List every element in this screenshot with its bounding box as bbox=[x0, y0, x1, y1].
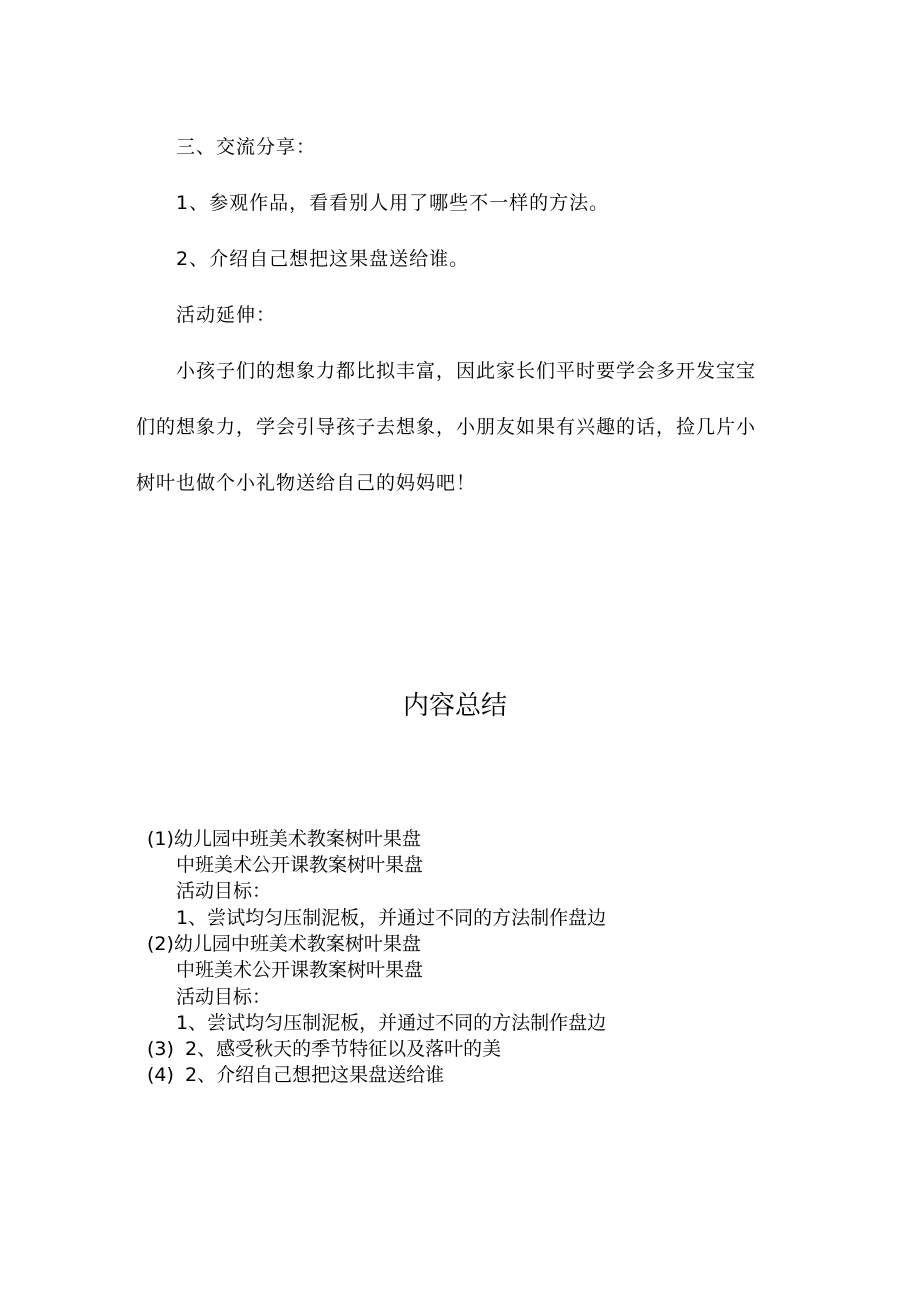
summary-item bbox=[176, 1011, 606, 1035]
section-heading-extension: 活动延伸： bbox=[176, 304, 277, 326]
summary-item bbox=[147, 932, 421, 956]
body-line: 们的想象力，学会引导孩子去想象，小朋友如果有兴趣的话，捡几片小 bbox=[136, 416, 757, 438]
summary-item-text: 活动目标： bbox=[176, 986, 272, 1008]
summary-item-text: 2、介绍自己想把这果盘送给谁 bbox=[185, 1064, 445, 1086]
body-line: 1、参观作品，看看别人用了哪些不一样的方法。 bbox=[176, 192, 610, 214]
section-heading-share: 三、交流分享： bbox=[176, 136, 317, 158]
summary-item-text: 幼儿园中班美术教案树叶果盘 bbox=[173, 828, 421, 850]
summary-item bbox=[147, 827, 421, 851]
summary-item bbox=[176, 853, 423, 877]
summary-item bbox=[176, 879, 271, 903]
summary-item bbox=[176, 906, 606, 930]
body-line: 小孩子们的想象力都比拟丰富，因此家长们平时要学会多开发宝宝 bbox=[176, 360, 757, 382]
summary-item-number: (4) bbox=[147, 1064, 174, 1086]
summary-item bbox=[147, 1063, 444, 1087]
summary-item-text: 幼儿园中班美术教案树叶果盘 bbox=[173, 933, 421, 955]
summary-item-text: 1、尝试均匀压制泥板，并通过不同的方法制作盘边 bbox=[176, 1012, 607, 1034]
summary-item bbox=[147, 1037, 501, 1061]
summary-item-text: 2、感受秋天的季节特征以及落叶的美 bbox=[185, 1038, 502, 1060]
body-line: 树叶也做个小礼物送给自己的妈妈吧！ bbox=[136, 472, 477, 494]
summary-item-number: (2) bbox=[147, 933, 174, 955]
summary-item-number: (3) bbox=[147, 1038, 174, 1060]
body-line: 2、介绍自己想把这果盘送给谁。 bbox=[176, 248, 470, 270]
summary-item-text: 中班美术公开课教案树叶果盘 bbox=[176, 959, 424, 981]
summary-item-text: 中班美术公开课教案树叶果盘 bbox=[176, 854, 424, 876]
summary-title: 内容总结 bbox=[403, 691, 508, 721]
summary-item-text: 活动目标： bbox=[176, 880, 272, 902]
summary-item-text: 1、尝试均匀压制泥板，并通过不同的方法制作盘边 bbox=[176, 907, 607, 929]
summary-item bbox=[176, 958, 423, 982]
summary-item-number: (1) bbox=[147, 828, 174, 850]
summary-item bbox=[176, 985, 271, 1009]
